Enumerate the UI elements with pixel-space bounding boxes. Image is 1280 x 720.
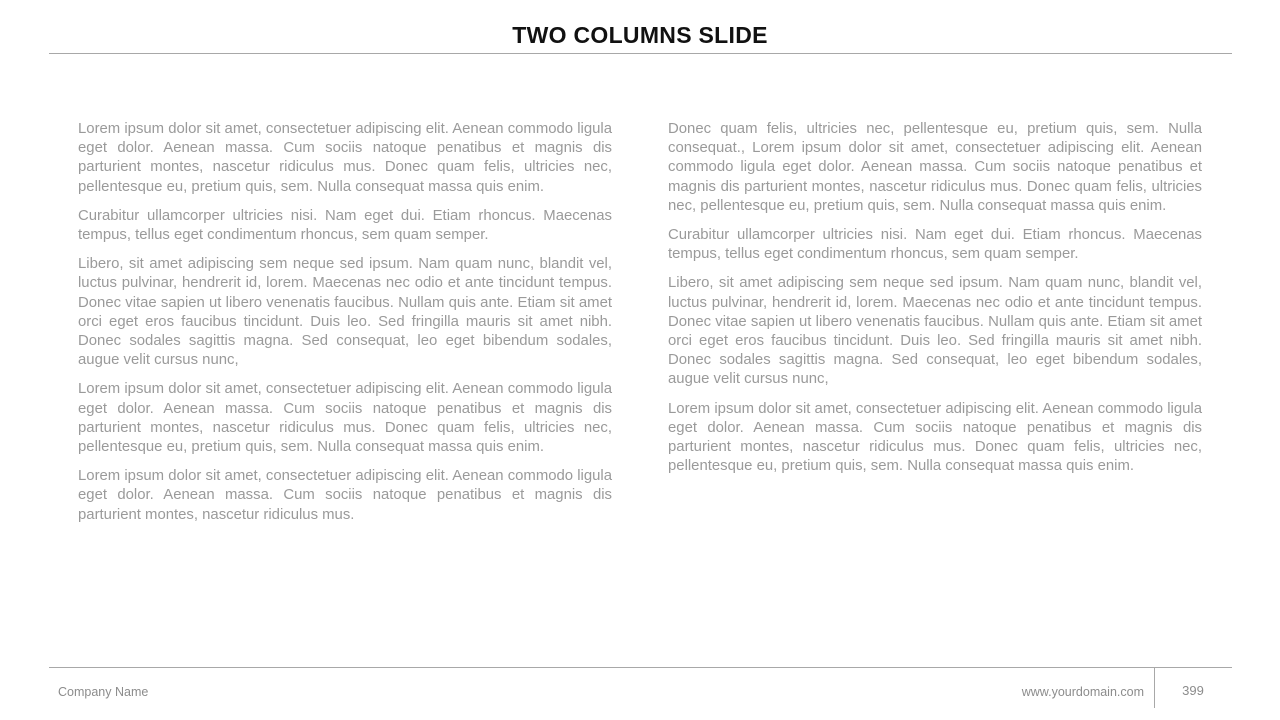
left-column <box>78 120 612 535</box>
footer-company-name: Company Name <box>58 685 149 699</box>
title-divider <box>49 53 1232 54</box>
right-paragraph-3: Libero, sit amet adipiscing sem neque sed ipsum. Nam quam nunc, blandit vel, luctus pulvinar, hendrerit id, lorem. Maecenas nec odio et ante tincidunt tempus. Donec vitae sapien ut libero venenatis faucibus. Nullam quis ante. Etiam sit amet orci eget eros faucibus tincidunt. Duis leo. Sed fringilla mauris sit amet nibh. Donec sodales sagittis magna. Sed consequat, leo eget bibendum sodales, augue velit cursus nunc, <box>668 275 1202 388</box>
left-paragraph-4: Lorem ipsum dolor sit amet, consectetuer adipiscing elit. Aenean commodo ligula eget dolor. Aenean massa. Cum sociis natoque penatibus et magnis dis parturient montes, nascetur ridiculus mus. Donec quam felis, ultricies nec, pellentesque eu, pretium quis, sem. Nulla consequat massa quis enim. <box>78 381 612 456</box>
right-paragraph-4: Lorem ipsum dolor sit amet, consectetuer adipiscing elit. Aenean commodo ligula eget dolor. Aenean massa. Cum sociis natoque penatibus et magnis dis parturient montes, nascetur ridiculus mus. Donec quam felis, ultricies nec, pellentesque eu, pretium quis, sem. Nulla consequat massa quis enim. <box>668 400 1202 475</box>
left-paragraph-5: Lorem ipsum dolor sit amet, consectetuer adipiscing elit. Aenean commodo ligula eget dolor. Aenean massa. Cum sociis natoque penatibus et magnis dis parturient montes, nascetur ridiculus mus. <box>78 468 612 523</box>
right-paragraph-2: Curabitur ullamcorper ultricies nisi. Nam eget dui. Etiam rhoncus. Maecenas tempus, tellus eget condimentum rhoncus, sem quam semper. <box>668 227 1202 263</box>
left-paragraph-1: Lorem ipsum dolor sit amet, consectetuer adipiscing elit. Aenean commodo ligula eget dolor. Aenean massa. Cum sociis natoque penatibus et magnis dis parturient montes, nascetur ridiculus mus. Donec quam felis, ultricies nec, pellentesque eu, pretium quis, sem. Nulla consequat massa quis enim. <box>78 121 612 195</box>
footer-divider <box>49 667 1232 668</box>
footer-domain-link[interactable]: www.yourdomain.com <box>1021 685 1144 699</box>
right-column <box>668 120 1202 486</box>
page-number: 399 <box>1182 683 1204 698</box>
right-paragraph-1: Donec quam felis, ultricies nec, pellentesque eu, pretium quis, sem. Nulla consequat., Lorem ipsum dolor sit amet, consectetuer adipiscing elit. Aenean commodo ligula eget dolor. Aenean massa. Cum sociis natoque penatibus et magnis dis parturient montes, nascetur ridiculus mus. Donec quam felis, ultricies nec, pellentesque eu, pretium quis, sem. Nulla consequat massa quis enim. <box>668 121 1202 214</box>
left-paragraph-3: Libero, sit amet adipiscing sem neque sed ipsum. Nam quam nunc, blandit vel, luctus pulvinar, hendrerit id, lorem. Maecenas nec odio et ante tincidunt tempus. Donec vitae sapien ut libero venenatis faucibus. Nullam quis ante. Etiam sit amet orci eget eros faucibus tincidunt. Duis leo. Sed fringilla mauris sit amet nibh. Donec sodales sagittis magna. Sed consequat, leo eget bibendum sodales, augue velit cursus nunc, <box>78 256 612 369</box>
left-paragraph-2: Curabitur ullamcorper ultricies nisi. Nam eget dui. Etiam rhoncus. Maecenas tempus, tellus eget condimentum rhoncus, sem quam semper. <box>78 207 612 244</box>
slide-title: TWO COLUMNS SLIDE <box>512 22 768 48</box>
